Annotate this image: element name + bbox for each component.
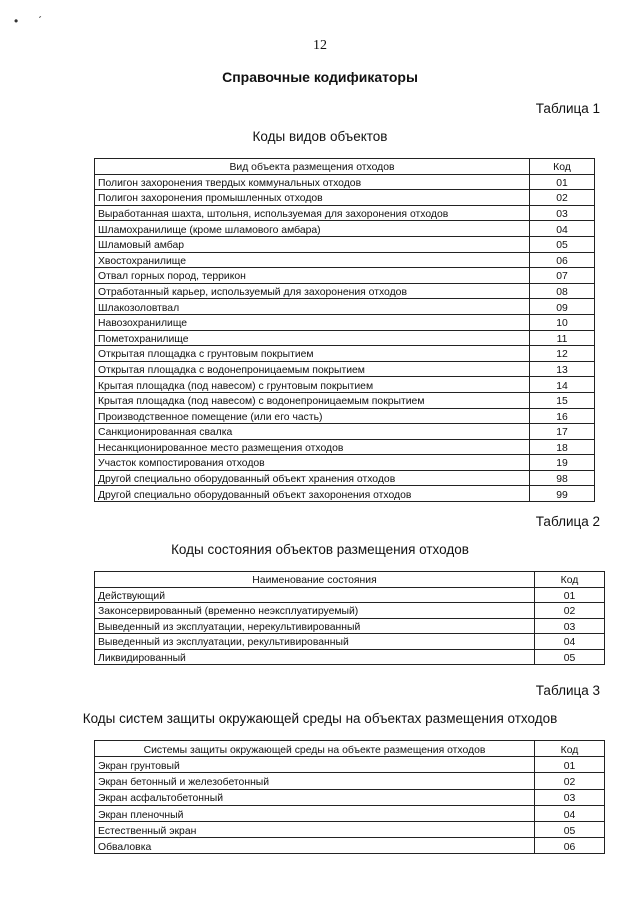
table-row <box>95 439 595 455</box>
row-code-cell: 01 <box>530 174 595 190</box>
row-name-cell: Шламовый амбар <box>95 236 530 252</box>
table-2 <box>94 571 605 665</box>
table-1-label: Таблица 1 <box>535 101 600 116</box>
table-row <box>95 236 595 252</box>
row-code-cell: 03 <box>530 205 595 221</box>
row-name-cell: Законсервированный (временно неэксплуатируемый) <box>95 603 535 619</box>
table-row <box>95 634 605 650</box>
row-name-cell: Экран грунтовый <box>95 757 535 773</box>
table-row <box>95 603 605 619</box>
row-code-cell: 02 <box>535 773 605 789</box>
column-header-name: Системы защиты окружающей среды на объекте размещения отходов <box>95 741 535 757</box>
row-name-cell: Ликвидированный <box>95 649 535 665</box>
table-row <box>95 408 595 424</box>
row-code-cell: 18 <box>530 439 595 455</box>
table-row <box>95 361 595 377</box>
table-2-label: Таблица 2 <box>535 514 600 529</box>
row-name-cell: Открытая площадка с грунтовым покрытием <box>95 346 530 362</box>
table-2-heading: Коды состояния объектов размещения отходов <box>171 542 469 557</box>
row-name-cell: Несанкционированное место размещения отходов <box>95 439 530 455</box>
row-name-cell: Экран пленочный <box>95 805 535 821</box>
row-name-cell: Выведенный из эксплуатации, нерекультивированный <box>95 618 535 634</box>
table-row <box>95 346 595 362</box>
row-code-cell: 17 <box>530 424 595 440</box>
row-name-cell: Отвал горных пород, террикон <box>95 268 530 284</box>
table-row <box>95 587 605 603</box>
row-code-cell: 04 <box>535 805 605 821</box>
row-name-cell: Открытая площадка с водонепроницаемым покрытием <box>95 361 530 377</box>
row-name-cell: Полигон захоронения промышленных отходов <box>95 190 530 206</box>
table-row <box>95 299 595 315</box>
row-code-cell: 03 <box>535 618 605 634</box>
row-name-cell: Естественный экран <box>95 821 535 837</box>
row-code-cell: 99 <box>530 486 595 502</box>
row-code-cell: 04 <box>530 221 595 237</box>
row-name-cell: Действующий <box>95 587 535 603</box>
table-3 <box>94 740 605 854</box>
row-code-cell: 05 <box>535 821 605 837</box>
table-row <box>95 174 595 190</box>
table-3-heading: Коды систем защиты окружающей среды на объектах размещения отходов <box>82 711 558 726</box>
row-code-cell: 06 <box>535 838 605 854</box>
row-code-cell: 08 <box>530 283 595 299</box>
table-row <box>95 330 595 346</box>
row-name-cell: Обваловка <box>95 838 535 854</box>
table-row <box>95 268 595 284</box>
row-name-cell: Другой специально оборудованный объект хранения отходов <box>95 470 530 486</box>
table-row <box>95 314 595 330</box>
row-name-cell: Навозохранилище <box>95 314 530 330</box>
scan-mark: • <box>14 14 19 28</box>
column-header-name: Наименование состояния <box>95 572 535 588</box>
row-name-cell: Экран асфальтобетонный <box>95 789 535 805</box>
row-code-cell: 05 <box>535 649 605 665</box>
row-code-cell: 13 <box>530 361 595 377</box>
row-code-cell: 05 <box>530 236 595 252</box>
row-code-cell: 03 <box>535 789 605 805</box>
row-name-cell: Экран бетонный и железобетонный <box>95 773 535 789</box>
table-row <box>95 618 605 634</box>
row-code-cell: 12 <box>530 346 595 362</box>
table-row <box>95 486 595 502</box>
row-code-cell: 06 <box>530 252 595 268</box>
column-header-code: Код <box>535 741 605 757</box>
page-number: 12 <box>313 38 327 53</box>
table-row <box>95 205 595 221</box>
table-row <box>95 649 605 665</box>
row-name-cell: Шлакозоловтвал <box>95 299 530 315</box>
row-name-cell: Шламохранилище (кроме шламового амбара) <box>95 221 530 237</box>
table-row <box>95 470 595 486</box>
scan-mark: ˊ <box>38 14 42 28</box>
row-code-cell: 07 <box>530 268 595 284</box>
table-row <box>95 283 595 299</box>
table-row <box>95 221 595 237</box>
table-header-row <box>95 572 605 588</box>
row-name-cell: Выработанная шахта, штольня, используемая для захоронения отходов <box>95 205 530 221</box>
row-code-cell: 09 <box>530 299 595 315</box>
row-name-cell: Пометохранилище <box>95 330 530 346</box>
row-name-cell: Крытая площадка (под навесом) с грунтовым покрытием <box>95 377 530 393</box>
table-row <box>95 377 595 393</box>
row-code-cell: 11 <box>530 330 595 346</box>
table-3-label: Таблица 3 <box>535 683 600 698</box>
document-title: Справочные кодификаторы <box>222 69 418 85</box>
table-row <box>95 392 595 408</box>
row-name-cell: Производственное помещение (или его часть) <box>95 408 530 424</box>
row-code-cell: 16 <box>530 408 595 424</box>
row-name-cell: Крытая площадка (под навесом) с водонепроницаемым покрытием <box>95 392 530 408</box>
table-row <box>95 789 605 805</box>
table-1 <box>94 158 595 502</box>
table-header-row <box>95 159 595 175</box>
row-name-cell: Другой специально оборудованный объект захоронения отходов <box>95 486 530 502</box>
row-code-cell: 01 <box>535 757 605 773</box>
row-code-cell: 10 <box>530 314 595 330</box>
row-name-cell: Участок компостирования отходов <box>95 455 530 471</box>
row-name-cell: Выведенный из эксплуатации, рекультивированный <box>95 634 535 650</box>
row-code-cell: 01 <box>535 587 605 603</box>
table-row <box>95 252 595 268</box>
column-header-name: Вид объекта размещения отходов <box>95 159 530 175</box>
table-1-heading: Коды видов объектов <box>252 129 388 144</box>
table-row <box>95 190 595 206</box>
table-row <box>95 757 605 773</box>
row-code-cell: 02 <box>535 603 605 619</box>
column-header-code: Код <box>535 572 605 588</box>
row-code-cell: 14 <box>530 377 595 393</box>
column-header-code: Код <box>530 159 595 175</box>
row-name-cell: Хвостохранилище <box>95 252 530 268</box>
table-row <box>95 773 605 789</box>
row-name-cell: Санкционированная свалка <box>95 424 530 440</box>
row-code-cell: 19 <box>530 455 595 471</box>
table-row <box>95 838 605 854</box>
row-code-cell: 15 <box>530 392 595 408</box>
table-row <box>95 424 595 440</box>
table-row <box>95 455 595 471</box>
row-code-cell: 98 <box>530 470 595 486</box>
row-name-cell: Полигон захоронения твердых коммунальных отходов <box>95 174 530 190</box>
table-row <box>95 821 605 837</box>
row-code-cell: 02 <box>530 190 595 206</box>
row-code-cell: 04 <box>535 634 605 650</box>
row-name-cell: Отработанный карьер, используемый для захоронения отходов <box>95 283 530 299</box>
table-row <box>95 805 605 821</box>
table-header-row <box>95 741 605 757</box>
